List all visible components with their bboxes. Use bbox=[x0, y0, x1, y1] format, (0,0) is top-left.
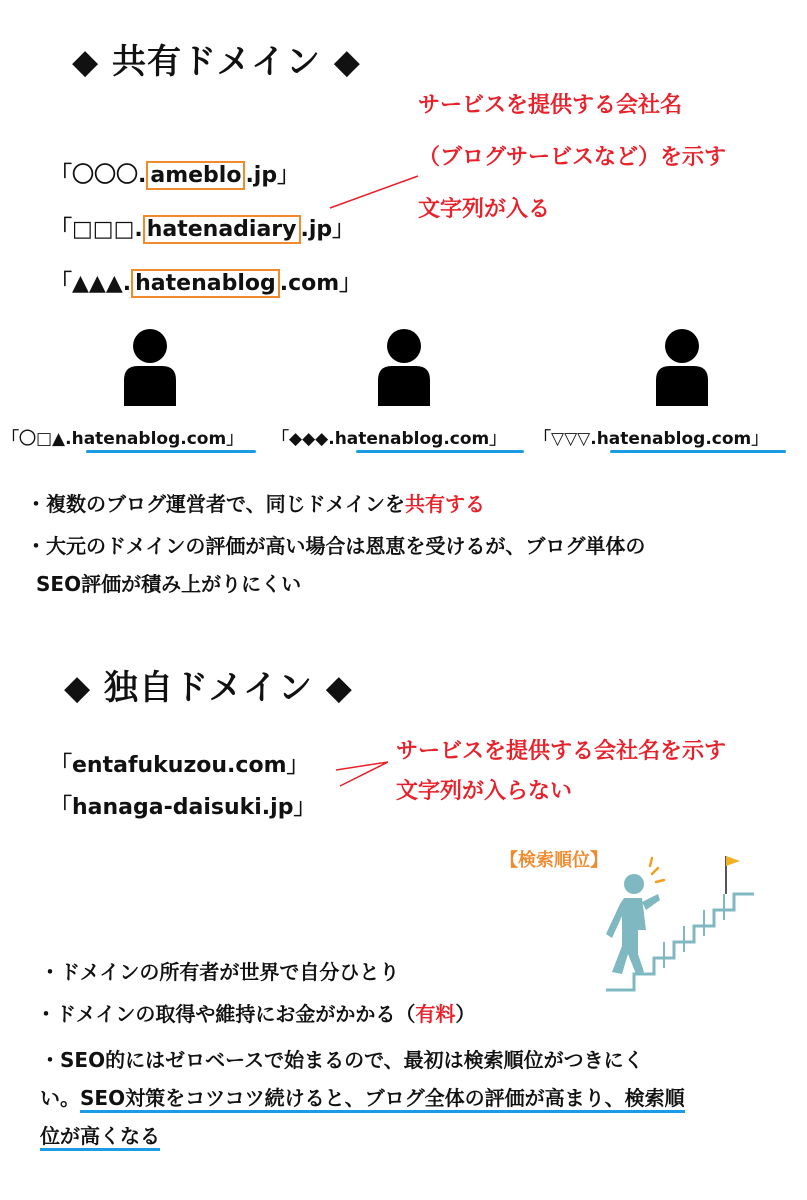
bullet-text: ・複数のブログ運営者で、同じドメインを bbox=[26, 492, 405, 516]
shared-bullet-2-line-1: ・大元のドメインの評価が高い場合は恩恵を受けるが、ブログ単体の bbox=[26, 534, 646, 558]
domain-prefix: 「〇〇〇. bbox=[50, 163, 147, 188]
own-bullet-3-line-3 bbox=[40, 1120, 160, 1149]
domain-highlight-box: hatenadiary bbox=[143, 215, 301, 244]
user-suffix: 」 bbox=[226, 429, 244, 449]
user-prefix: 「〇□▲ bbox=[2, 429, 66, 449]
user-domain-2 bbox=[272, 424, 506, 449]
user-domain-name: .hatenablog.com bbox=[590, 429, 752, 449]
highlight-text: 有料 bbox=[415, 1002, 456, 1026]
user-domain-name: .hatenablog.com bbox=[65, 429, 227, 449]
own-note-line-1: サービスを提供する会社名を示す bbox=[396, 739, 727, 764]
user-icon bbox=[374, 328, 434, 408]
ranking-label: 【検索順位】 bbox=[500, 850, 608, 871]
highlight-text: 共有する bbox=[405, 492, 485, 516]
domain-highlight-box: ameblo bbox=[146, 161, 245, 190]
domain-suffix: .jp」 bbox=[245, 163, 300, 188]
user-domain-1 bbox=[2, 424, 243, 449]
shared-note-connector bbox=[330, 176, 418, 208]
user-prefix: 「▽▽▽ bbox=[534, 429, 591, 449]
bullet-text: ・ドメインの取得や維持にお金がかかる（ bbox=[36, 1002, 416, 1026]
bullet-text: い。 bbox=[40, 1086, 80, 1110]
domain-prefix: 「▲▲▲. bbox=[50, 271, 132, 296]
user-suffix: 」 bbox=[751, 429, 769, 449]
shared-note-line-1: サービスを提供する会社名 bbox=[418, 93, 683, 118]
user-domain-underline bbox=[86, 450, 256, 453]
domain-highlight-box: hatenablog bbox=[131, 269, 280, 298]
shared-bullet-2-line-2: SEO評価が積み上がりにくい bbox=[36, 572, 302, 596]
user-icon bbox=[120, 328, 180, 408]
user-domain-3 bbox=[534, 424, 768, 449]
shared-note-line-2: （ブログサービスなど）を示す bbox=[418, 145, 727, 170]
user-domain-underline bbox=[610, 450, 786, 453]
domain-prefix: 「□□□. bbox=[50, 217, 143, 242]
own-domain-example-1: 「entafukuzou.com」 bbox=[50, 753, 309, 778]
own-bullet-3-line-1: ・SEO的にはゼロベースで始まるので、最初は検索順位がつきにく bbox=[40, 1048, 644, 1072]
shared-bullet-1 bbox=[26, 488, 485, 517]
user-suffix: 」 bbox=[489, 429, 507, 449]
own-bullet-2 bbox=[36, 998, 475, 1027]
underlined-text: SEO対策をコツコツ続けると、ブログ全体の評価が高まり、検索順 bbox=[80, 1086, 685, 1113]
own-domain-title: ◆ 独自ドメイン ◆ bbox=[64, 668, 353, 708]
own-bullet-3-line-2 bbox=[40, 1082, 685, 1111]
shared-domain-title: ◆ 共有ドメイン ◆ bbox=[72, 42, 361, 82]
domain-suffix: .com」 bbox=[279, 271, 362, 296]
own-note-connector bbox=[336, 762, 388, 786]
bullet-text: ） bbox=[455, 1002, 476, 1026]
user-icon bbox=[652, 328, 712, 408]
user-domain-name: .hatenablog.com bbox=[328, 429, 490, 449]
own-note-line-2: 文字列が入らない bbox=[396, 779, 573, 804]
user-prefix: 「◆◆◆ bbox=[272, 429, 329, 449]
underlined-text: 位が高くなる bbox=[40, 1124, 160, 1151]
domain-suffix: .jp」 bbox=[300, 217, 355, 242]
own-domain-example-2: 「hanaga-daisuki.jp」 bbox=[50, 795, 316, 820]
shared-note-line-3: 文字列が入る bbox=[418, 197, 551, 222]
own-bullet-1: ・ドメインの所有者が世界で自分ひとり bbox=[40, 960, 400, 984]
stairs-climber-icon bbox=[598, 850, 778, 1000]
user-domain-underline bbox=[356, 450, 524, 453]
